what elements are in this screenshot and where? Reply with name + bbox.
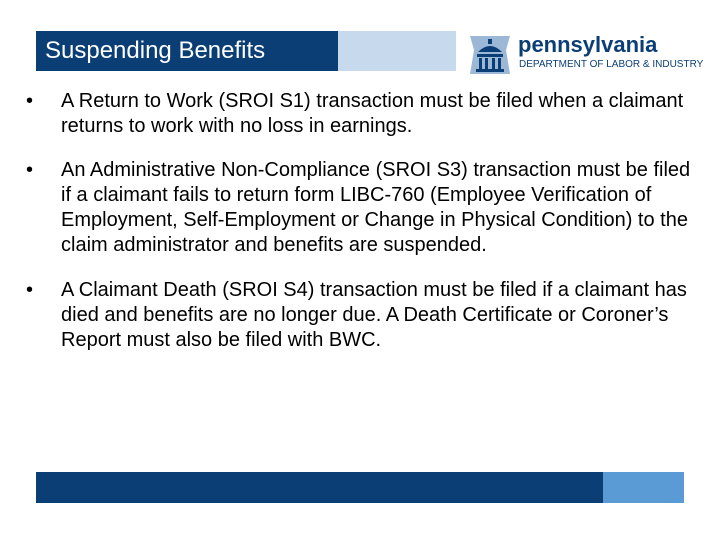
bullet-marker: • (26, 90, 34, 112)
logo-wordmark: pennsylvania (518, 32, 658, 57)
bullet-text: A Return to Work (SROI S1) transaction must be filed when a claimant returns to work with no loss in earnings. (61, 90, 684, 137)
slide-title: Suspending Benefits (45, 37, 266, 64)
footer-accent-bar (603, 472, 684, 503)
title-accent-bar (338, 31, 456, 71)
pennsylvania-logo (468, 30, 704, 76)
bullet-item (26, 158, 698, 258)
logo-department: DEPARTMENT OF LABOR & INDUSTRY (519, 59, 704, 70)
bullet-list (26, 89, 698, 372)
bullet-item (26, 89, 698, 139)
bullet-item (26, 278, 698, 353)
bullet-marker: • (26, 279, 34, 301)
bullet-marker: • (26, 159, 34, 181)
bullet-text: An Administrative Non-Compliance (SROI S3) transaction must be filed if a claimant fails to return form LIBC-760 (Employee Verification of Employment, Self-Employment or Change in Physical Condition) to the claim administrator and benefits are suspended. (61, 159, 691, 256)
footer-bar (36, 472, 603, 503)
keystone-capitol-icon (468, 30, 512, 76)
bullet-text: A Claimant Death (SROI S4) transaction must be filed if a claimant has died and benefits are no longer due. A Death Certificate or Coroner’s Report must also be filed with BWC. (61, 279, 687, 351)
